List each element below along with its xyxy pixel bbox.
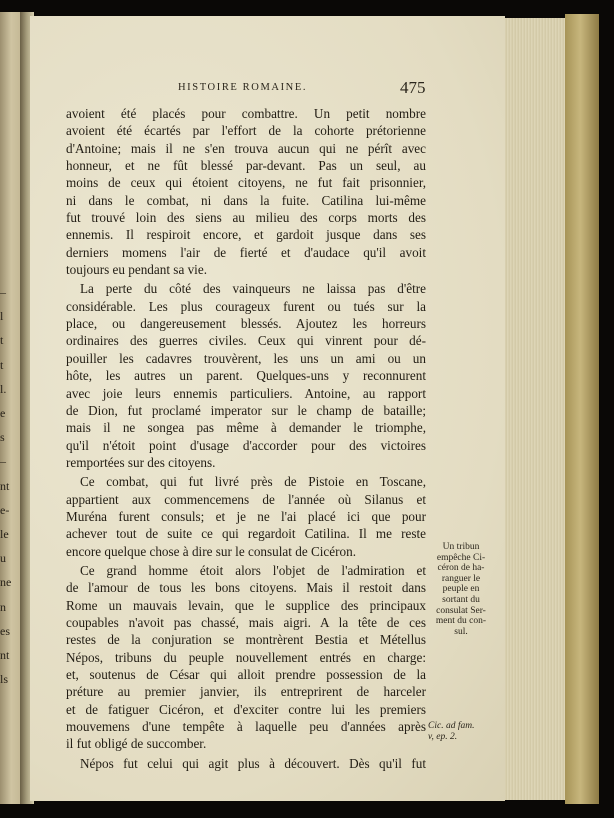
left-page-text-fragments: [0, 280, 20, 691]
left-page-fragment: l.: [0, 381, 7, 396]
text-line: remportées sur des citoyens.: [66, 454, 216, 470]
left-page-fragment: nt: [0, 648, 10, 663]
left-page-fragment: nt: [0, 478, 10, 493]
left-page-fragment: es: [0, 623, 10, 638]
margin-note-line: Un tribun: [442, 542, 480, 552]
left-page-fragment: u: [0, 551, 6, 566]
left-page-fragment: ls: [0, 672, 9, 687]
text-line: de l'amour de tous les bons citoyens. Mais il restoit dans: [66, 580, 426, 596]
left-page-fragment: le: [0, 527, 9, 542]
left-page-fragment: t: [0, 333, 4, 348]
book-cover-edge: [565, 14, 599, 804]
text-line: moins de ceux qui étoient citoyens, ne fut fait prisonnier,: [66, 175, 426, 191]
text-line: qu'il n'étoit point d'usage d'accorder pour des victoires: [66, 437, 426, 453]
text-line: pouiller les cadavres trouvèrent, les uns un ami ou un: [66, 350, 426, 366]
text-line: de Dion, fut proclamé imperator sur le champ de bataille;: [66, 402, 426, 418]
left-page-fragment: –: [0, 454, 6, 469]
left-page-fragment: ne: [0, 575, 12, 590]
text-line: restes de la conjuration se montrèrent Bestia et Métellus: [66, 632, 426, 648]
margin-note-line: sul.: [454, 626, 468, 637]
text-line: ni dans le combat, ni dans la fuite. Catilina lui-même: [66, 192, 426, 208]
margin-note-line: ment du con-: [435, 616, 487, 627]
page-body-text: [66, 105, 426, 772]
page-block-edges: [495, 18, 570, 800]
margin-note-citation: [428, 721, 494, 742]
left-page-fragment: e-: [0, 502, 10, 517]
left-page-fragment: e: [0, 406, 6, 421]
page-number: 475: [400, 78, 426, 97]
text-line: La perte du côté des vainqueurs ne laissa pas d'être: [80, 281, 426, 297]
text-line: Népos, tribuns du peuple nouvellement entrés en charge:: [66, 649, 426, 665]
left-page-fragment: s: [0, 430, 5, 445]
text-line: fut trouvé loin des siens au milieu des corps morts des: [66, 210, 426, 226]
text-line: et, soutenus de César qui alloit prendre possession de la: [66, 667, 426, 682]
text-line: coupables n'avoit pas chassé, mais aigri. A la tête de ces: [66, 614, 426, 630]
left-page-fragment: –: [0, 285, 6, 299]
margin-note-line: empêche Ci-: [436, 552, 486, 563]
text-line: Népos fut celui qui agit plus à découvert. Dès qu'il fut: [80, 755, 426, 771]
text-line: mais il ne songea pas même à demander le triomphe,: [66, 420, 426, 436]
margin-note-line: Cic. ad fam.: [428, 721, 475, 731]
text-line: avec joie leurs ennemis particuliers. Antoine, au rapport: [66, 385, 426, 401]
text-line: Muréna furent consuls; et je ne l'ai placé ici que pour: [66, 508, 426, 524]
left-page-fragment: l: [0, 309, 4, 324]
text-line: derniers momens l'air de fierté et d'audace qu'il avoit: [66, 244, 426, 260]
text-line: hôte, les autres un parent. Quelques-uns y reconnurent: [66, 368, 426, 384]
text-line: encore quelque chose à dire sur le consulat de Cicéron.: [66, 543, 357, 559]
book-page: [30, 16, 505, 801]
left-page-fragment: n: [0, 599, 6, 614]
margin-note-line: ranguer le: [441, 573, 481, 584]
text-line: mouvemens d'une tempête à laquelle peu d'années après: [66, 719, 426, 735]
margin-note-line: consulat Ser-: [436, 605, 486, 616]
margin-note-line: v, ep. 2.: [428, 731, 458, 742]
text-line: avoient été écartés par l'effort de la cohorte prétorienne: [66, 123, 426, 139]
text-line: toujours eu pendant sa vie.: [66, 262, 207, 278]
text-line: place, ou dangereusement blessés. Ajoutez les horreurs: [66, 316, 426, 332]
text-line: préture au premier janvier, ils entreprirent de harceler: [66, 684, 426, 700]
margin-note-line: sortant du: [442, 594, 480, 605]
text-line: considérable. Les plus courageux furent ou tués sur la: [66, 298, 426, 314]
text-line: honneur, et ne fût blessé par-devant. Pas un seul, au: [66, 158, 426, 174]
text-line: ennemis. Il respiroit encore, et gardoit jusque dans ses: [66, 227, 426, 243]
text-line: il fut obligé de succomber.: [66, 736, 207, 752]
text-line: Ce grand homme étoit alors l'objet de l'admiration et: [80, 562, 426, 578]
margin-note-line: peuple en: [442, 584, 480, 595]
text-line: appartient aux commencemens de l'année où Silanus et: [66, 491, 426, 507]
text-line: Ce combat, qui fut livré près de Pistoie en Toscane,: [80, 474, 426, 490]
text-line: et de fatiguer Cicéron, et d'exciter contre lui les premiers: [66, 701, 426, 717]
text-line: achever tout de suite ce qui regardoit Catilina. Il me reste: [66, 526, 426, 542]
text-line: d'Antoine; mais il ne s'en trouva aucun qui ne pérît avec: [66, 140, 426, 156]
margin-note-tribun: [428, 542, 494, 637]
running-title: HISTOIRE ROMAINE.: [178, 82, 308, 93]
margin-note-line: céron de ha-: [437, 563, 485, 574]
left-page-fragment: t: [0, 357, 4, 372]
text-line: ordinaires des guerres civiles. Ceux qui vinrent pour dé-: [66, 333, 426, 349]
text-line: avoient été placés pour combattre. Un petit nombre: [66, 106, 426, 121]
text-line: Rome un mauvais levain, que le supplice des principaux: [66, 597, 426, 613]
